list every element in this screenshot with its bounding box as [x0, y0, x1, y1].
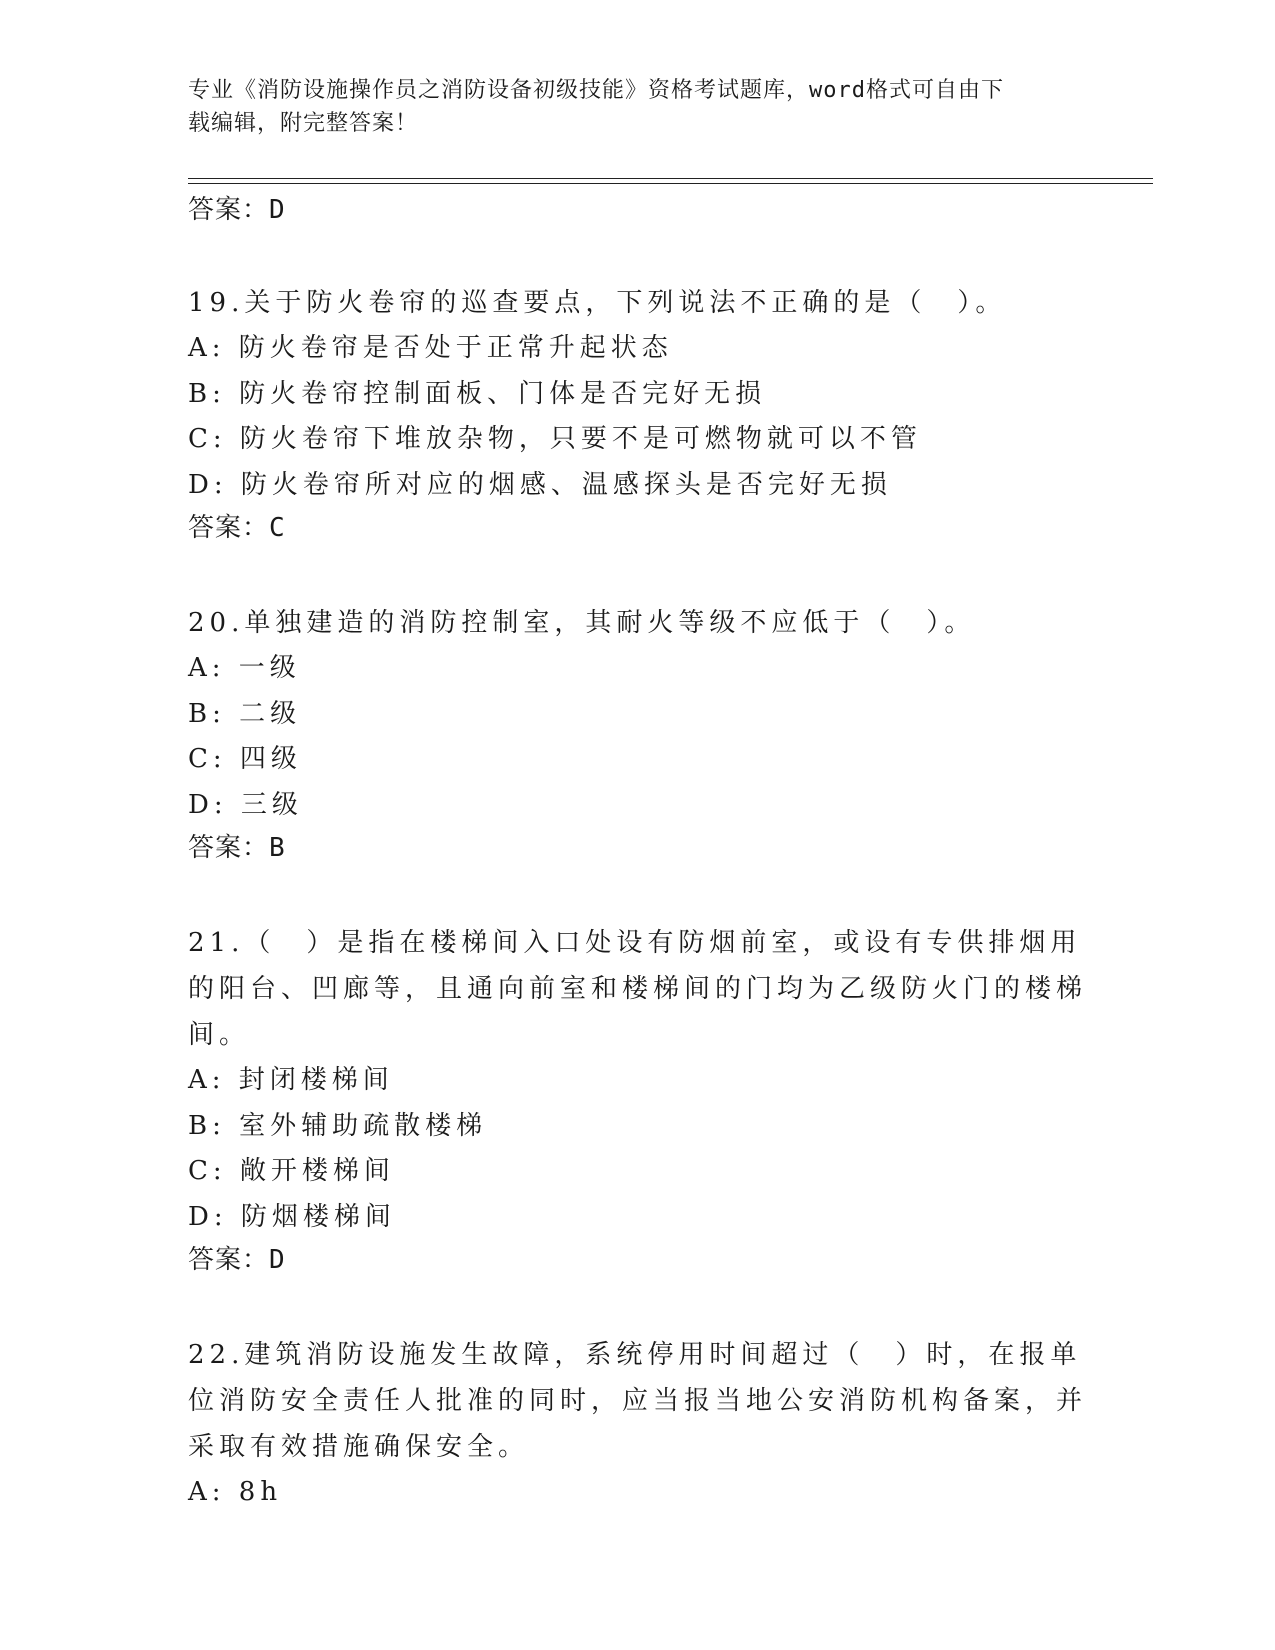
question-block	[188, 920, 1088, 1280]
option-d: D: 三级	[188, 789, 303, 820]
option-b: B: 二级	[188, 698, 302, 729]
option-c: C: 敞开楼梯间	[188, 1156, 395, 1186]
question-text: 21.（ ）是指在楼梯间入口处设有防烟前室，或设有专供排烟用的阳台、凹廊等，且通向前室和楼梯间的门均为乙级防火门的楼梯间。	[188, 928, 1088, 1050]
answer-text: 答案：D	[188, 1245, 286, 1275]
document-header	[188, 74, 1068, 140]
header-line-2: 载编辑，附完整答案！	[188, 111, 419, 136]
option-a: A: 封闭楼梯间	[188, 1065, 394, 1095]
option-b: B: 防火卷帘控制面板、门体是否完好无损	[188, 378, 767, 409]
option-a: A: 防火卷帘是否处于正常升起状态	[188, 333, 673, 363]
header-line-1: 专业《消防设施操作员之消防设备初级技能》资格考试题库，word格式可自由下	[188, 78, 1004, 103]
question-text: 22.建筑消防设施发生故障，系统停用时间超过（ ）时，在报单位消防安全责任人批准的同时，应当报当地公安消防机构备案，并采取有效措施确保安全。	[188, 1340, 1088, 1462]
option-c: C: 四级	[188, 744, 302, 774]
question-text: 20.单独建造的消防控制室，其耐火等级不应低于（ ）。	[188, 608, 976, 638]
question-block	[188, 280, 1088, 548]
option-d: D: 防烟楼梯间	[188, 1201, 396, 1232]
header-rule-top	[188, 178, 1153, 179]
option-c: C: 防火卷帘下堆放杂物，只要不是可燃物就可以不管	[188, 424, 922, 454]
header-rule-bottom	[188, 183, 1153, 184]
question-block	[188, 1332, 1088, 1516]
option-b: B: 室外辅助疏散楼梯	[188, 1110, 488, 1141]
option-a: A: 一级	[188, 653, 301, 683]
question-block	[188, 600, 1088, 868]
answer-text: 答案：C	[188, 513, 286, 543]
answer-text: 答案：B	[188, 833, 286, 863]
question-text: 19.关于防火卷帘的巡查要点，下列说法不正确的是（ ）。	[188, 288, 1007, 318]
previous-answer: 答案：D	[188, 195, 286, 225]
question-list	[188, 190, 1088, 1516]
option-d: D: 防火卷帘所对应的烟感、温感探头是否完好无损	[188, 469, 892, 500]
option-a: A: 8h	[188, 1477, 283, 1507]
